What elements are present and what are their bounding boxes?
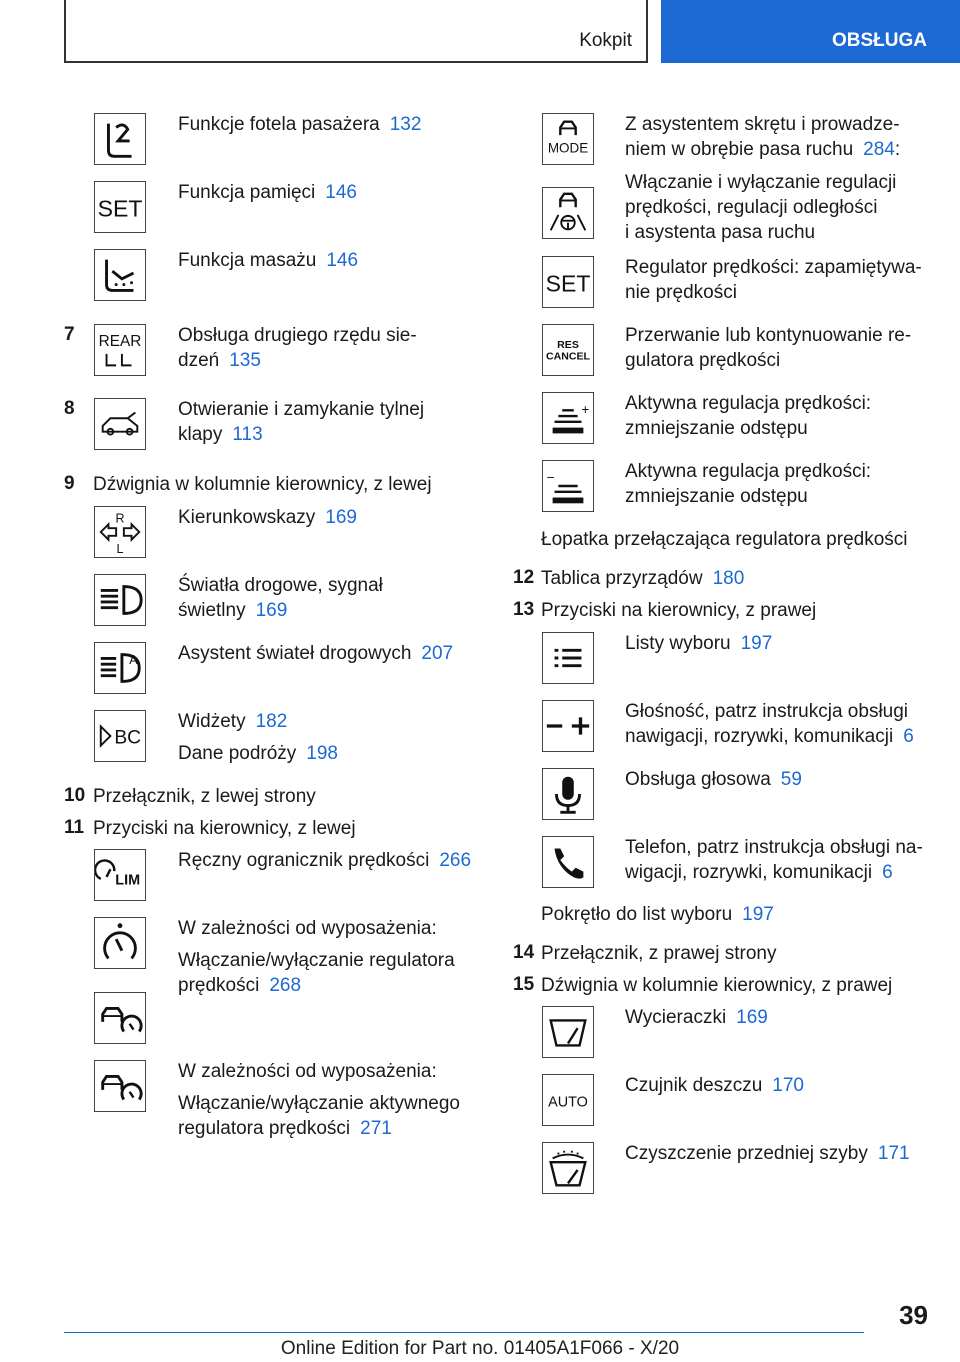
page-ref-link[interactable]: 6 xyxy=(903,726,914,747)
right-row-4-text: Przerwanie lub kontynuowanie re- gulatora prędkości xyxy=(625,325,912,371)
page-ref-link[interactable]: 146 xyxy=(325,182,357,203)
svg-text:L: L xyxy=(116,542,124,557)
right-row-12-text: Obsługa głosowa 59 xyxy=(625,769,802,790)
right-row-19-text: Czyszczenie przedniej szyby 171 xyxy=(625,1143,910,1164)
page-ref-link[interactable]: 271 xyxy=(360,1118,392,1139)
left-row-8-text: Światła drogowe, sygnał świetlny 169 xyxy=(178,575,383,621)
page-ref-link[interactable]: 284 xyxy=(863,139,895,160)
right-row-11-text: Głośność, patrz instrukcja obsługi nawigacji, rozrywki, komunikacji 6 xyxy=(625,701,914,747)
phone-icon xyxy=(542,836,594,888)
item-number: 8 xyxy=(64,398,75,419)
item-number: 10 xyxy=(64,785,86,806)
page-ref-link[interactable]: 207 xyxy=(421,643,454,664)
list-icon xyxy=(542,632,594,684)
item-number: 13 xyxy=(513,599,535,620)
res-cancel-icon xyxy=(542,324,594,376)
page-number: 39 xyxy=(899,1300,928,1330)
high-beam-icon xyxy=(94,574,146,626)
rear-seat-icon xyxy=(94,324,146,376)
left-row-2-text: Funkcja pamięci 146 xyxy=(178,182,357,203)
item-number: 7 xyxy=(64,324,75,345)
right-row-10-text: Listy wyboru 197 xyxy=(625,633,773,654)
left-row-7-text: Kierunkowskazy 169 xyxy=(178,507,357,528)
left-row-12-text: Przyciski na kierownicy, z lewej xyxy=(93,818,356,839)
page-ref-link[interactable]: 135 xyxy=(229,350,261,371)
svg-text:R: R xyxy=(115,511,125,526)
left-row-6-text: Dźwignia w kolumnie kierownicy, z lewej xyxy=(93,474,432,495)
wiper-icon xyxy=(542,1006,594,1058)
page-ref-link[interactable]: 268 xyxy=(269,975,302,996)
item-number: 14 xyxy=(513,942,535,963)
page-ref-link[interactable]: 180 xyxy=(712,568,745,589)
page-ref-link[interactable]: 169 xyxy=(736,1007,768,1028)
turn-signal-icon xyxy=(94,506,146,558)
svg-text:BC: BC xyxy=(114,727,142,749)
svg-text:−: − xyxy=(546,470,555,486)
seat-2-icon xyxy=(94,113,146,165)
right-row-18-text: Czujnik deszczu 170 xyxy=(625,1075,804,1096)
right-row-3-text: Regulator prędkości: zapamiętywa- nie prędkości xyxy=(625,257,922,303)
right-row-15-text: Przełącznik, z prawej strony xyxy=(541,943,777,964)
header-section xyxy=(64,0,648,63)
page-ref-link[interactable]: 197 xyxy=(742,904,774,925)
left-row-9-text: Asystent świateł drogowych 207 xyxy=(178,643,454,664)
page-ref-link[interactable]: 132 xyxy=(389,114,422,135)
header-chapter xyxy=(661,0,960,63)
svg-text:A: A xyxy=(129,653,138,668)
svg-text:LIM: LIM xyxy=(115,872,141,889)
item-number: 12 xyxy=(513,567,535,588)
volume-icon xyxy=(542,700,594,752)
right-row-5-text: Aktywna regulacja prędkości: zmniejszanie odstępu xyxy=(625,393,872,439)
page-ref-link[interactable]: 170 xyxy=(772,1075,804,1096)
page-ref-link[interactable]: 266 xyxy=(439,850,472,871)
right-row-14-text: Pokrętło do list wyboru 197 xyxy=(541,904,774,925)
left-row-14-text: W zależności od wyposażenia: Włączanie/wyłączanie regulatora prędkości 268 xyxy=(178,918,455,996)
svg-text:REAR: REAR xyxy=(98,333,142,351)
svg-text:RES: RES xyxy=(557,339,579,352)
svg-text:MODE: MODE xyxy=(547,140,589,156)
section-title: Kokpit xyxy=(579,30,632,51)
page-ref-link[interactable]: 198 xyxy=(306,743,338,764)
left-row-10-text: Widżety 182 Dane podróży 198 xyxy=(178,711,338,764)
footer-divider xyxy=(64,1332,864,1333)
svg-text:AUTO: AUTO xyxy=(548,1094,588,1111)
page-ref-link[interactable]: 171 xyxy=(877,1143,910,1164)
left-row-11-text: Przełącznik, z lewej strony xyxy=(93,786,316,807)
left-row-5-text: Otwieranie i zamykanie tylnej klapy 113 xyxy=(178,399,425,445)
svg-text:CANCEL: CANCEL xyxy=(545,350,591,363)
left-row-4-text: Obsługa drugiego rzędu sie- dzeń 135 xyxy=(178,325,417,371)
right-row-17-text: Wycieraczki 169 xyxy=(625,1007,768,1028)
distance-plus-icon xyxy=(542,392,594,444)
left-row-16-text: W zależności od wyposażenia: Włączanie/wyłączanie aktywnego regulatora prędkości 271 xyxy=(178,1061,460,1139)
page-ref-link[interactable]: 146 xyxy=(326,250,359,271)
washer-icon xyxy=(542,1142,594,1194)
page-ref-link[interactable]: 169 xyxy=(325,507,357,528)
mode-icon xyxy=(542,113,594,165)
cruise-control-car-icon xyxy=(94,992,146,1044)
right-row-13-text: Telefon, patrz instrukcja obsługi na- wigacji, rozrywki, komunikacji 6 xyxy=(625,837,923,883)
set-icon xyxy=(542,256,594,308)
right-row-2-text: Włączanie i wyłączanie regulacji prędkości, regulacji odległości i asystenta pasa ruchu xyxy=(625,172,897,243)
right-row-9-text: Przyciski na kierownicy, z prawej xyxy=(541,600,817,621)
page-ref-link[interactable]: 113 xyxy=(232,424,263,445)
svg-text:SET: SET xyxy=(97,195,143,222)
microphone-icon xyxy=(542,768,594,820)
active-cruise-icon xyxy=(94,1060,146,1112)
speed-limiter-icon xyxy=(94,849,146,901)
rain-sensor-icon xyxy=(542,1074,594,1126)
left-row-13-text: Ręczny ogranicznik prędkości 266 xyxy=(178,850,472,871)
item-number: 11 xyxy=(64,817,85,838)
set-icon xyxy=(94,181,146,233)
right-row-1-text: Z asystentem skrętu i prowadze- niem w obrębie pasa ruchu 284: xyxy=(625,114,901,160)
svg-text:SET: SET xyxy=(545,270,591,297)
svg-text:+: + xyxy=(581,402,590,418)
page-ref-link[interactable]: 169 xyxy=(255,600,288,621)
cruise-control-icon xyxy=(94,917,146,969)
page-ref-link[interactable]: 59 xyxy=(780,769,802,790)
page-ref-link[interactable]: 182 xyxy=(255,711,288,732)
right-row-7-text: Łopatka przełączająca regulatora prędkości xyxy=(541,529,908,550)
item-number: 9 xyxy=(64,473,75,494)
lane-assist-icon xyxy=(542,187,594,239)
item-number: 15 xyxy=(513,974,535,995)
right-row-6-text: Aktywna regulacja prędkości: zmniejszanie odstępu xyxy=(625,461,872,507)
tailgate-icon xyxy=(94,398,146,450)
left-row-3-text: Funkcja masażu 146 xyxy=(178,250,359,271)
footer-edition: Online Edition for Part no. 01405A1F066 - X/20 xyxy=(280,1338,680,1359)
left-row-1-text: Funkcje fotela pasażera 132 xyxy=(178,114,422,135)
distance-minus-icon xyxy=(542,460,594,512)
right-row-8-text: Tablica przyrządów 180 xyxy=(541,568,745,589)
page-ref-link[interactable]: 6 xyxy=(882,862,893,883)
right-row-16-text: Dźwignia w kolumnie kierownicy, z prawej xyxy=(541,975,893,996)
bc-icon xyxy=(94,710,146,762)
massage-icon xyxy=(94,249,146,301)
page-ref-link[interactable]: 197 xyxy=(740,633,773,654)
high-beam-assist-icon xyxy=(94,642,146,694)
chapter-title: OBSŁUGA xyxy=(832,30,927,51)
